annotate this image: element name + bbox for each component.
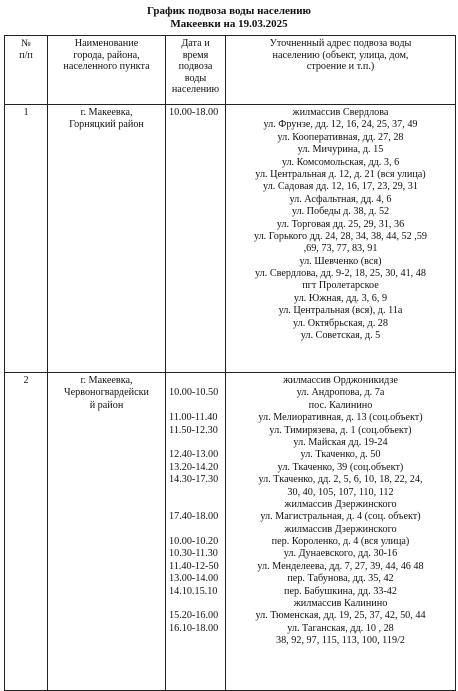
address-line: ул. Дунаевского, дд. 30-16 xyxy=(283,548,398,560)
table-row xyxy=(5,105,456,373)
header-num: № п/п xyxy=(5,36,48,105)
header-time: Дата и время подвоза воды населению xyxy=(166,36,226,105)
time-slot: 10.00-18.00 xyxy=(169,107,219,118)
address-line: ул. Мичурина, д. 15 xyxy=(297,144,384,156)
address-line: ул. Мелиоративная, д. 13 (соц.объект) xyxy=(258,412,423,424)
delivery-addresses xyxy=(226,373,456,691)
time-slot xyxy=(169,437,225,449)
time-slot xyxy=(169,524,225,536)
address-line: жилмассив Орджоникидзе xyxy=(283,375,398,386)
header-row xyxy=(5,36,456,105)
address-line: ул. Октябрьская, д. 28 xyxy=(292,317,388,329)
time-slot: 17.40-18.00 xyxy=(169,511,219,523)
address-line: пер. Бабушкина, дд. 33-42 xyxy=(284,585,397,597)
title-line-2: Макеевки на 19.03.2025 xyxy=(170,17,288,30)
address-line: жилмассив Свердлова xyxy=(292,107,389,118)
address-line: пгт Пролетарское xyxy=(302,280,379,292)
address-line: ул. Таганская, дд. 10 , 28 xyxy=(287,622,394,634)
document-title xyxy=(0,5,458,30)
address-line: ул. Магистральная, д. 4 (соц. объект) xyxy=(260,511,421,523)
address-line: ул. Южная, дд. 3, 6, 9 xyxy=(293,292,388,304)
time-slot: 10.30-11.30 xyxy=(169,548,218,560)
row-number: 1 xyxy=(5,105,48,373)
time-slot: 10.00-10.20 xyxy=(169,536,219,548)
time-slot: 14.30-17.30 xyxy=(169,474,219,486)
address-line: 30, 40, 105, 107, 110, 112 xyxy=(287,486,394,498)
time-slot: 11.00-11.40 xyxy=(169,412,218,424)
time-slot: 10.00-10.50 xyxy=(169,387,219,399)
address-line: пос. Калинино xyxy=(308,399,373,411)
header-address: Уточненный адрес подвоза воды населению (объект, улица, дом, строение и т.п.) xyxy=(226,36,456,105)
address-line: ул. Майская дд. 19-24 xyxy=(293,436,388,448)
address-line: жилмассив Дзержинского xyxy=(284,523,397,535)
time-slot xyxy=(169,499,225,511)
address-line: ул. Андропова, д. 7а xyxy=(296,387,385,399)
time-slot xyxy=(169,400,225,412)
address-line: ул. Горького дд. 24, 28, 34, 38, 44, 52 ,59 xyxy=(253,230,428,242)
time-slot: 11.40-12-50 xyxy=(169,560,219,572)
table-row xyxy=(5,373,456,691)
address-line: ул. Ткаченко, дд. 2, 5, 6, 10, 18, 22, 24, xyxy=(258,474,423,486)
address-line: ул. Центральная (вся), д. 11а xyxy=(278,305,403,317)
delivery-addresses xyxy=(226,105,456,373)
district-name: г. Макеевка, Червоногвардейски й район xyxy=(48,373,166,691)
water-schedule-table xyxy=(4,35,456,691)
time-slot: 13.00-14.00 xyxy=(169,573,219,585)
title-line-1: График подвоза воды населению xyxy=(147,5,311,17)
address-line: ул. Тюменская, дд. 19, 25, 37, 42, 50, 44 xyxy=(255,610,426,622)
address-line: ул. Тимирязева, д. 1 (соц.объект) xyxy=(269,424,412,436)
address-line: пер. Короленко, д. 4 (вся улица) xyxy=(271,536,410,548)
address-line: 38, 92, 97, 115, 113, 100, 119/2 xyxy=(275,635,406,647)
address-line: ул. Менделеева, дд. 7, 27, 39, 44, 46 48 xyxy=(257,560,424,572)
address-line: ул. Шевченко (вся) xyxy=(299,255,382,267)
address-line: ул. Ткаченко, 39 (соц.объект) xyxy=(277,461,404,473)
delivery-times xyxy=(166,105,226,373)
row-number: 2 xyxy=(5,373,48,691)
address-line: ул. Ткаченко, д. 50 xyxy=(300,449,381,461)
time-slot: 14.10.15.10 xyxy=(169,585,218,597)
time-slot: 13.20-14.20 xyxy=(169,461,219,473)
address-line: ул. Центральная д. 12, д. 21 (вся улица) xyxy=(255,168,426,180)
address-line: ул. Торговая дд. 25, 29, 31, 36 xyxy=(276,218,405,230)
header-name: Наименование города, района, населенного пункта xyxy=(48,36,166,105)
time-slot: 16.10-18.00 xyxy=(169,622,219,634)
address-line: ул. Советская, д. 5 xyxy=(300,330,381,342)
time-slot xyxy=(169,375,225,387)
time-slot xyxy=(169,635,225,647)
address-line: ул. Победы д. 38, д. 52 xyxy=(291,206,390,218)
address-line: ул. Комсомольская, дд. 3, 6 xyxy=(281,156,400,168)
district-name: г. Макеевка, Горняцкий район xyxy=(48,105,166,373)
address-line: ,69, 73, 77, 83, 91 xyxy=(303,243,378,255)
time-slot xyxy=(169,598,225,610)
address-line: жилмассив Дзержинского xyxy=(284,498,397,510)
time-slot: 12.40-13.00 xyxy=(169,449,219,461)
address-line: жилмассив Калинино xyxy=(293,598,388,610)
time-slot: 11.50-12.30 xyxy=(169,424,218,436)
time-slot xyxy=(169,487,225,499)
delivery-times xyxy=(166,373,226,691)
address-line: ул. Садовая дд. 12, 16, 17, 23, 29, 31 xyxy=(263,181,418,193)
address-line: ул. Кооперативная, дд. 27, 28 xyxy=(277,131,404,143)
address-line: пер. Табунова, дд. 35, 42 xyxy=(287,573,394,585)
address-line: ул. Асфальтная, дд. 4, 6 xyxy=(289,193,392,205)
address-line: ул. Фрунзе, дд. 12, 16, 24, 25, 37, 49 xyxy=(263,119,418,131)
address-line: ул. Свердлова, дд. 9-2, 18, 25, 30, 41, 48 xyxy=(255,268,426,280)
time-slot: 15.20-16.00 xyxy=(169,610,219,622)
